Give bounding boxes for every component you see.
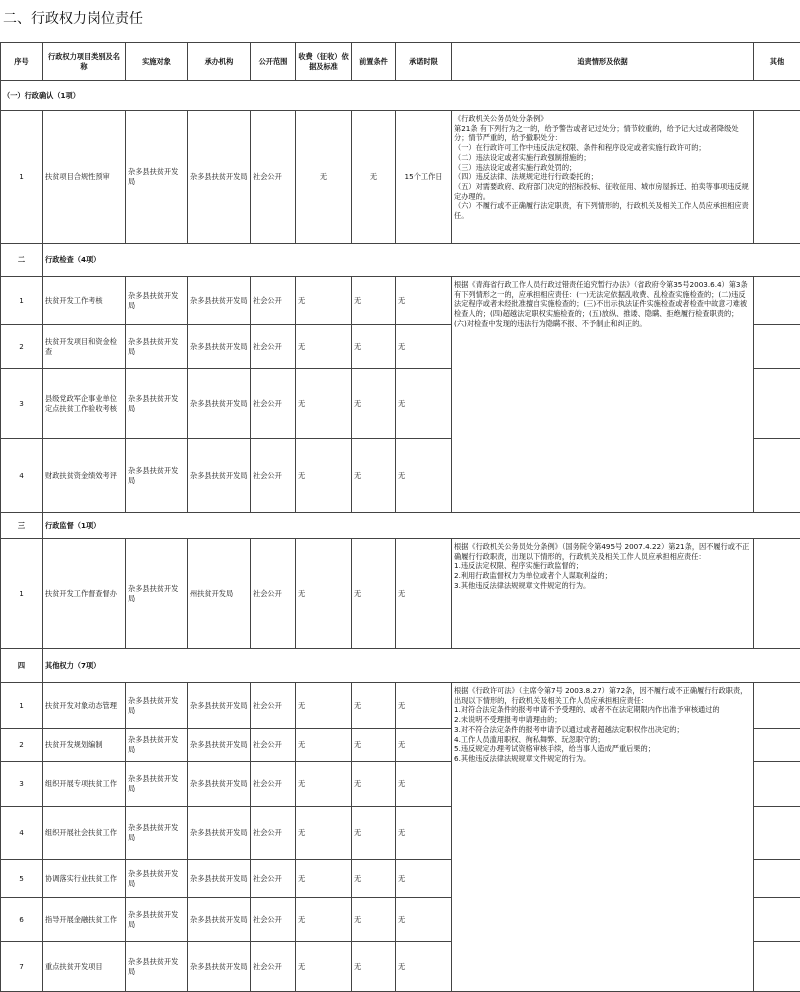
cell-no: 3 (1, 762, 43, 807)
cell-name: 协调落实行业扶贫工作 (43, 860, 126, 898)
cell-precondition: 无 (352, 762, 396, 807)
cell-scope: 社会公开 (251, 898, 296, 942)
cell-scope: 社会公开 (251, 369, 296, 439)
cell-target: 杂多县扶贫开发局 (126, 683, 188, 729)
cell-name: 扶贫开发项目和资金检查 (43, 325, 126, 369)
cell-precondition: 无 (352, 439, 396, 513)
cell-name: 组织开展社会扶贫工作 (43, 807, 126, 860)
cell-target: 杂多县扶贫开发局 (126, 807, 188, 860)
cell-precondition: 无 (352, 277, 396, 325)
cell-fee: 无 (296, 942, 352, 992)
cell-other (754, 762, 800, 807)
responsibility-table (0, 42, 800, 992)
cell-name: 指导开展金融扶贫工作 (43, 898, 126, 942)
cell-basis: 《行政机关公务员处分条例》 第21条 有下列行为之一的，给予警告或者记过处分；情节较重的，给予记大过或者降级处分；情节严重的，给予撤职处分： （一）在行政许可工作中违反法定权限、条件和程序设定或者实施行政许可的； （二）违法设定或者实施行政强制措施的； （三）违法设定或者实施行政处罚的； （四）违反法律、法规规定进行行政委托的； （五）对需要政府、政府部门决定的招标投标、征收征用、城市房屋拆迁、拍卖等事项违反规定办理的。 （六）不履行或不正确履行法定职责，有下列情形的，行政机关及相关工作人员应承担相应责任。 (452, 111, 754, 244)
col-header-fee: 收费（征收）依据及标准 (296, 43, 352, 81)
col-header-org: 承办机构 (188, 43, 251, 81)
cell-precondition: 无 (352, 860, 396, 898)
cell-precondition: 无 (352, 729, 396, 762)
cell-org: 杂多县扶贫开发局 (188, 942, 251, 992)
cell-target: 杂多县扶贫开发局 (126, 369, 188, 439)
cell-other (754, 729, 800, 762)
cell-time-limit: 无 (396, 277, 452, 325)
cell-fee: 无 (296, 762, 352, 807)
section-row (1, 81, 800, 111)
section-no: 二 (1, 244, 43, 277)
cell-no: 1 (1, 277, 43, 325)
cell-fee: 无 (296, 325, 352, 369)
cell-org: 杂多县扶贫开发局 (188, 898, 251, 942)
cell-name: 县级党政军企事业单位定点扶贫工作验收考核 (43, 369, 126, 439)
cell-fee: 无 (296, 729, 352, 762)
cell-scope: 社会公开 (251, 111, 296, 244)
cell-name: 扶贫开发对象动态管理 (43, 683, 126, 729)
cell-basis: 根据《行政许可法》（主席令第7号 2003.8.27）第72条，因不履行或不正确履行行政职责，出现以下情形的，行政机关及相关工作人员应承担相应责任： 1.对符合法定条件的报考申请不予受理的、或者不在法定期限内作出准予审核通过的 2.未说明不受理报考申请理由的； 3.对不符合法定条件的报考申请予以通过或者超越法定职权作出决定的； 4.工作人员滥用职权、徇私舞弊、玩忽职守的； 5.违反规定办理考试资格审核手续，给当事人造成严重后果的； 6.其他违反法律法规规章文件规定的行为。 (452, 683, 754, 992)
col-header-name: 行政权力项目类别及名称 (43, 43, 126, 81)
cell-fee: 无 (296, 277, 352, 325)
col-header-target: 实施对象 (126, 43, 188, 81)
cell-other (754, 942, 800, 992)
cell-no: 1 (1, 539, 43, 649)
cell-other (754, 277, 800, 325)
col-header-precondition: 前置条件 (352, 43, 396, 81)
cell-basis: 根据《行政机关公务员处分条例》（国务院令第495号 2007.4.22）第21条，因不履行或不正确履行行政职责，出现以下情形的，行政机关及相关工作人员应承担相应责任： 1.违反法定权限、程序实施行政监督的； 2.利用行政监督权力为单位或者个人谋取利益的； 3.其他违反法律法规规章文件规定的行为。 (452, 539, 754, 649)
cell-org: 州扶贫开发局 (188, 539, 251, 649)
cell-scope: 社会公开 (251, 729, 296, 762)
cell-time-limit: 无 (396, 325, 452, 369)
section-row (1, 513, 800, 539)
table-row (1, 539, 800, 649)
cell-no: 1 (1, 111, 43, 244)
cell-scope: 社会公开 (251, 762, 296, 807)
section-row (1, 244, 800, 277)
cell-other (754, 325, 800, 369)
cell-no: 3 (1, 369, 43, 439)
page-title: 二、行政权力岗位责任 (3, 8, 143, 28)
cell-org: 杂多县扶贫开发局 (188, 683, 251, 729)
cell-precondition: 无 (352, 942, 396, 992)
cell-precondition: 无 (352, 539, 396, 649)
cell-org: 杂多县扶贫开发局 (188, 277, 251, 325)
cell-scope: 社会公开 (251, 439, 296, 513)
cell-time-limit: 无 (396, 729, 452, 762)
cell-name: 财政扶贫资金绩效考评 (43, 439, 126, 513)
cell-org: 杂多县扶贫开发局 (188, 439, 251, 513)
cell-time-limit: 无 (396, 942, 452, 992)
cell-scope: 社会公开 (251, 860, 296, 898)
cell-target: 杂多县扶贫开发局 (126, 729, 188, 762)
cell-time-limit: 无 (396, 860, 452, 898)
cell-precondition: 无 (352, 683, 396, 729)
cell-time-limit: 无 (396, 683, 452, 729)
cell-precondition: 无 (352, 325, 396, 369)
cell-basis: 根据《青海省行政工作人员行政过错责任追究暂行办法》（省政府令第35号2003.6.4）第3条 有下列情形之一的，应承担相应责任：(一)无法定依据乱收费、乱检查实施检查的；(二)违反法定程序或者未经批准擅自实施检查的；(三)不出示执法证件实施检查或者检查中故意刁难被检查人的；(四)超越法定职权实施检查的；(五)放纵、推诿、隐瞒、拒绝履行检查职责的；(六)对检查中发现的违法行为隐瞒不报、不予制止和纠正的。 (452, 277, 754, 513)
cell-scope: 社会公开 (251, 277, 296, 325)
cell-scope: 社会公开 (251, 942, 296, 992)
cell-no: 7 (1, 942, 43, 992)
section-no: 三 (1, 513, 43, 539)
section-title: （一）行政确认（1项） (1, 81, 800, 111)
cell-target: 杂多县扶贫开发局 (126, 439, 188, 513)
cell-fee: 无 (296, 111, 352, 244)
section-row (1, 649, 800, 683)
cell-org: 杂多县扶贫开发局 (188, 729, 251, 762)
cell-other (754, 539, 800, 649)
cell-precondition: 无 (352, 369, 396, 439)
cell-fee: 无 (296, 898, 352, 942)
col-header-time-limit: 承诺时限 (396, 43, 452, 81)
table-row (1, 111, 800, 244)
cell-other (754, 807, 800, 860)
cell-no: 2 (1, 729, 43, 762)
cell-time-limit: 无 (396, 898, 452, 942)
cell-target: 杂多县扶贫开发局 (126, 539, 188, 649)
cell-time-limit: 无 (396, 762, 452, 807)
cell-time-limit: 无 (396, 369, 452, 439)
table-row (1, 683, 800, 729)
col-header-basis: 追责情形及依据 (452, 43, 754, 81)
cell-other (754, 860, 800, 898)
cell-other (754, 111, 800, 244)
cell-name: 扶贫项目合规性预审 (43, 111, 126, 244)
cell-name: 扶贫开发工作考核 (43, 277, 126, 325)
cell-target: 杂多县扶贫开发局 (126, 111, 188, 244)
cell-fee: 无 (296, 683, 352, 729)
col-header-other: 其他 (754, 43, 800, 81)
cell-scope: 社会公开 (251, 683, 296, 729)
cell-fee: 无 (296, 860, 352, 898)
cell-org: 杂多县扶贫开发局 (188, 111, 251, 244)
cell-org: 杂多县扶贫开发局 (188, 860, 251, 898)
cell-target: 杂多县扶贫开发局 (126, 898, 188, 942)
cell-time-limit: 无 (396, 439, 452, 513)
cell-name: 扶贫开发工作督查督办 (43, 539, 126, 649)
cell-other (754, 898, 800, 942)
cell-scope: 社会公开 (251, 539, 296, 649)
cell-target: 杂多县扶贫开发局 (126, 325, 188, 369)
cell-no: 2 (1, 325, 43, 369)
cell-org: 杂多县扶贫开发局 (188, 807, 251, 860)
cell-org: 杂多县扶贫开发局 (188, 762, 251, 807)
cell-scope: 社会公开 (251, 325, 296, 369)
cell-name: 重点扶贫开发项目 (43, 942, 126, 992)
cell-no: 4 (1, 439, 43, 513)
col-header-scope: 公开范围 (251, 43, 296, 81)
cell-precondition: 无 (352, 898, 396, 942)
cell-no: 5 (1, 860, 43, 898)
cell-other (754, 683, 800, 729)
col-header-no: 序号 (1, 43, 43, 81)
cell-precondition: 无 (352, 807, 396, 860)
cell-no: 6 (1, 898, 43, 942)
section-title: 其他权力（7项） (43, 649, 800, 683)
section-title: 行政检查（4项） (43, 244, 800, 277)
cell-org: 杂多县扶贫开发局 (188, 325, 251, 369)
table-row (1, 277, 800, 325)
cell-fee: 无 (296, 539, 352, 649)
cell-time-limit: 无 (396, 539, 452, 649)
cell-time-limit: 无 (396, 807, 452, 860)
cell-name: 扶贫开发规划编制 (43, 729, 126, 762)
cell-no: 4 (1, 807, 43, 860)
cell-name: 组织开展专项扶贫工作 (43, 762, 126, 807)
cell-time-limit: 15个工作日 (396, 111, 452, 244)
cell-target: 杂多县扶贫开发局 (126, 277, 188, 325)
section-no: 四 (1, 649, 43, 683)
cell-fee: 无 (296, 439, 352, 513)
cell-precondition: 无 (352, 111, 396, 244)
section-title: 行政监督（1项） (43, 513, 800, 539)
cell-no: 1 (1, 683, 43, 729)
cell-other (754, 439, 800, 513)
cell-fee: 无 (296, 807, 352, 860)
cell-fee: 无 (296, 369, 352, 439)
cell-other (754, 369, 800, 439)
cell-target: 杂多县扶贫开发局 (126, 762, 188, 807)
cell-target: 杂多县扶贫开发局 (126, 942, 188, 992)
cell-scope: 社会公开 (251, 807, 296, 860)
header-row (1, 43, 800, 81)
cell-target: 杂多县扶贫开发局 (126, 860, 188, 898)
cell-org: 杂多县扶贫开发局 (188, 369, 251, 439)
